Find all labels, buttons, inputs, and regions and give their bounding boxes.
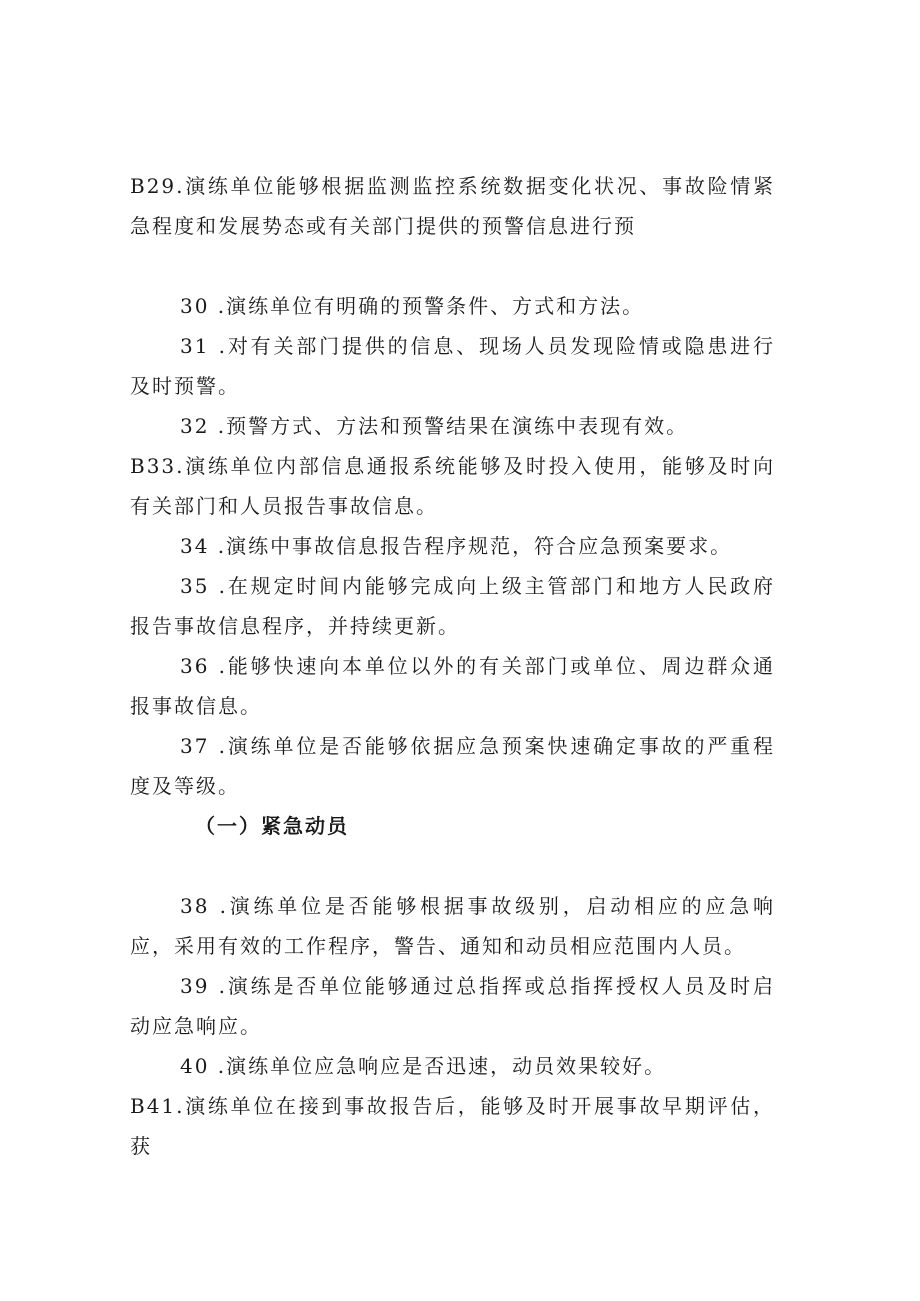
paragraph-b41: B41.演练单位在接到事故报告后，能够及时开展事故早期评估，获 [130,1094,775,1158]
section-heading-emergency-mobilization: （一）紧急动员 [195,814,349,838]
paragraph-36: 36 .能够快速向本单位以外的有关部门或单位、周边群众通报事故信息。 [130,654,775,718]
paragraph-b33: B33.演练单位内部信息通报系统能够及时投入使用，能够及时向有关部门和人员报告事故信息。 [130,454,775,518]
paragraph-40: 40 .演练单位应急响应是否迅速，动员效果较好。 [180,1054,667,1078]
paragraph-38: 38 .演练单位是否能够根据事故级别，启动相应的应急响应，采用有效的工作程序，警告、通知和动员相应范围内人员。 [130,894,775,958]
document-body [130,166,775,1166]
paragraph-30: 30 .演练单位有明确的预警条件、方式和方法。 [180,294,645,318]
paragraph-37: 37 .演练单位是否能够依据应急预案快速确定事故的严重程度及等级。 [130,734,775,798]
paragraph-35: 35 .在规定时间内能够完成向上级主管部门和地方人民政府报告事故信息程序，并持续更新。 [130,574,775,638]
paragraph-39: 39 .演练是否单位能够通过总指挥或总指挥授权人员及时启动应急响应。 [130,974,775,1038]
paragraph-34: 34 .演练中事故信息报告程序规范，符合应急预案要求。 [180,534,733,558]
paragraph-31: 31 .对有关部门提供的信息、现场人员发现险情或隐患进行及时预警。 [130,334,775,398]
paragraph-32: 32 .预警方式、方法和预警结果在演练中表现有效。 [180,414,689,438]
paragraph-b29: B29.演练单位能够根据监测监控系统数据变化状况、事故险情紧急程度和发展势态或有关部门提供的预警信息进行预 [130,174,775,238]
